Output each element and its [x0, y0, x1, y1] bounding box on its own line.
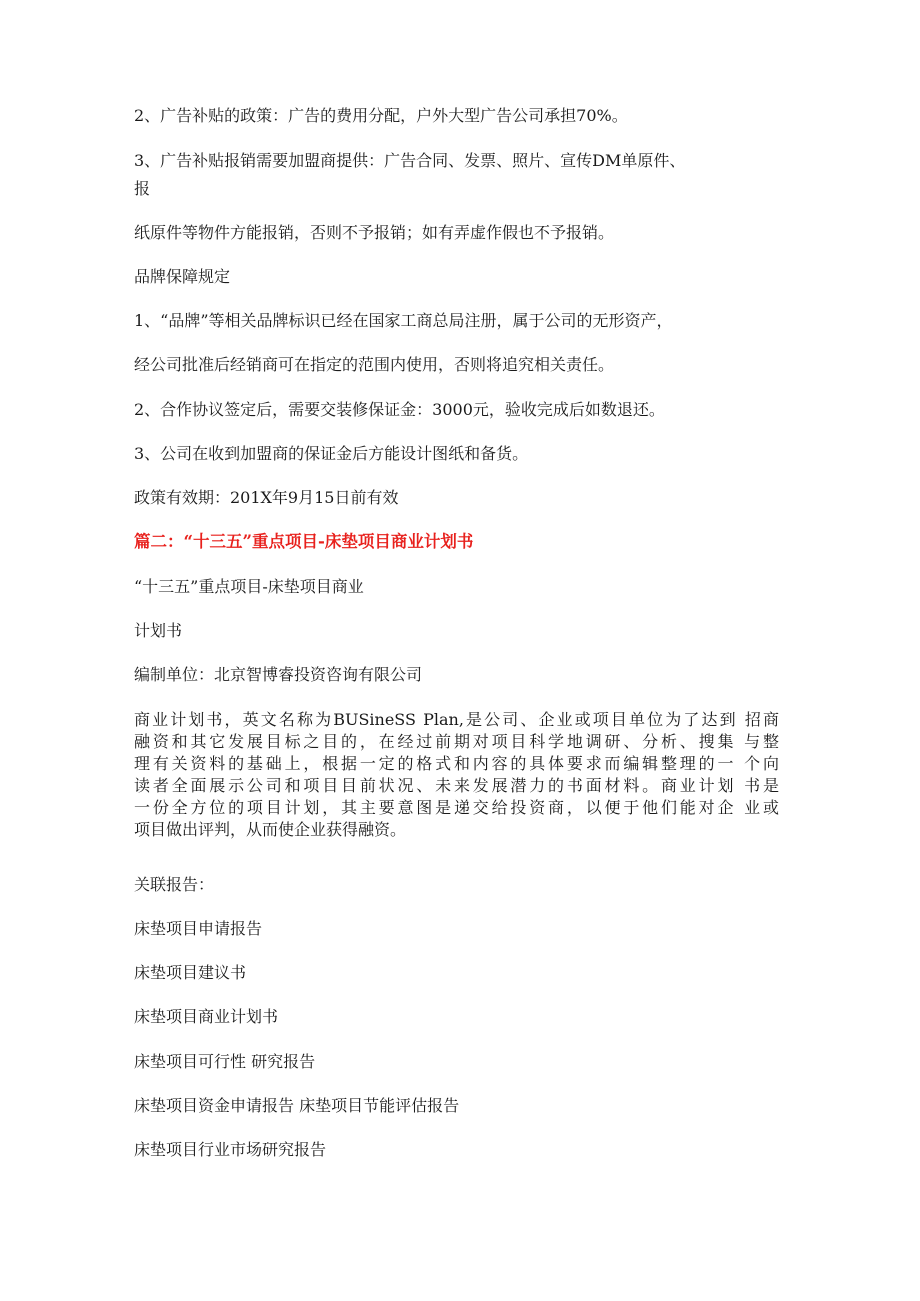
- deposit-line: 2、合作协议签定后，需要交装修保证金：3000元，验收完成后如数退还。: [134, 400, 665, 419]
- doc-title-line-1: “十三五”重点项目-床垫项目商业: [134, 577, 364, 596]
- intro-paragraph-line: 理有关资料的基础上，根据一定的格式和内容的具体要求而编辑整理的一 个向: [134, 754, 779, 773]
- intro-paragraph: [134, 709, 779, 841]
- brand-trademark-line: 1、“品牌”等相关品牌标识已经在国家工商总局注册，属于公司的无形资产，: [134, 311, 673, 330]
- ad-reimbursement-cont-line: 纸原件等物件方能报销，否则不予报销；如有弄虚作假也不予报销。: [134, 223, 615, 242]
- intro-paragraph-line: 融资和其它发展目标之目的，在经过前期对项目科学地调研、分析、搜集 与整: [134, 732, 779, 751]
- policy-validity-line: 政策有效期：201X年9月15日前有效: [134, 488, 399, 507]
- related-report-item: 床垫项目建议书: [134, 963, 247, 982]
- brand-usage-line: 经公司批准后经销商可在指定的范围内使用，否则将追究相关责任。: [134, 355, 615, 374]
- related-report-item: 床垫项目可行性 研究报告: [134, 1052, 316, 1071]
- section-heading: 篇二：“十三五”重点项目-床垫项目商业计划书: [134, 532, 474, 551]
- related-report-item: 床垫项目商业计划书: [134, 1007, 279, 1026]
- related-report-item: 床垫项目申请报告: [134, 919, 263, 938]
- ad-subsidy-policy-line: 2、广告补贴的政策：广告的费用分配，户外大型广告公司承担70%。: [134, 106, 628, 125]
- related-report-item: 床垫项目资金申请报告 床垫项目节能评估报告: [134, 1096, 460, 1115]
- brand-guarantee-title: 品牌保障规定: [134, 267, 231, 286]
- related-reports-label: 关联报告：: [134, 875, 215, 894]
- ad-reimbursement-wrap-line: 报: [134, 179, 151, 198]
- doc-title-line-2: 计划书: [134, 621, 183, 640]
- intro-paragraph-line: 项目做出评判，从而使企业获得融资。: [134, 820, 407, 839]
- design-stock-line: 3、公司在收到加盟商的保证金后方能设计图纸和备货。: [134, 444, 529, 463]
- ad-reimbursement-line: 3、广告补贴报销需要加盟商提供：广告合同、发票、照片、宣传DM单原件、: [134, 151, 686, 170]
- intro-paragraph-line: 一份全方位的项目计划，其主要意图是递交给投资商，以便于他们能对企 业或: [134, 798, 779, 817]
- compiler-line: 编制单位：北京智博睿投资咨询有限公司: [134, 665, 423, 684]
- intro-paragraph-line: 商业计划书，英文名称为BUSineSS Plan,是公司、企业或项目单位为了达到 招商: [134, 710, 779, 729]
- intro-paragraph-line: 读者全面展示公司和项目目前状况、未来发展潜力的书面材料。商业计划 书是: [134, 776, 779, 795]
- related-report-item: 床垫项目行业市场研究报告: [134, 1140, 327, 1159]
